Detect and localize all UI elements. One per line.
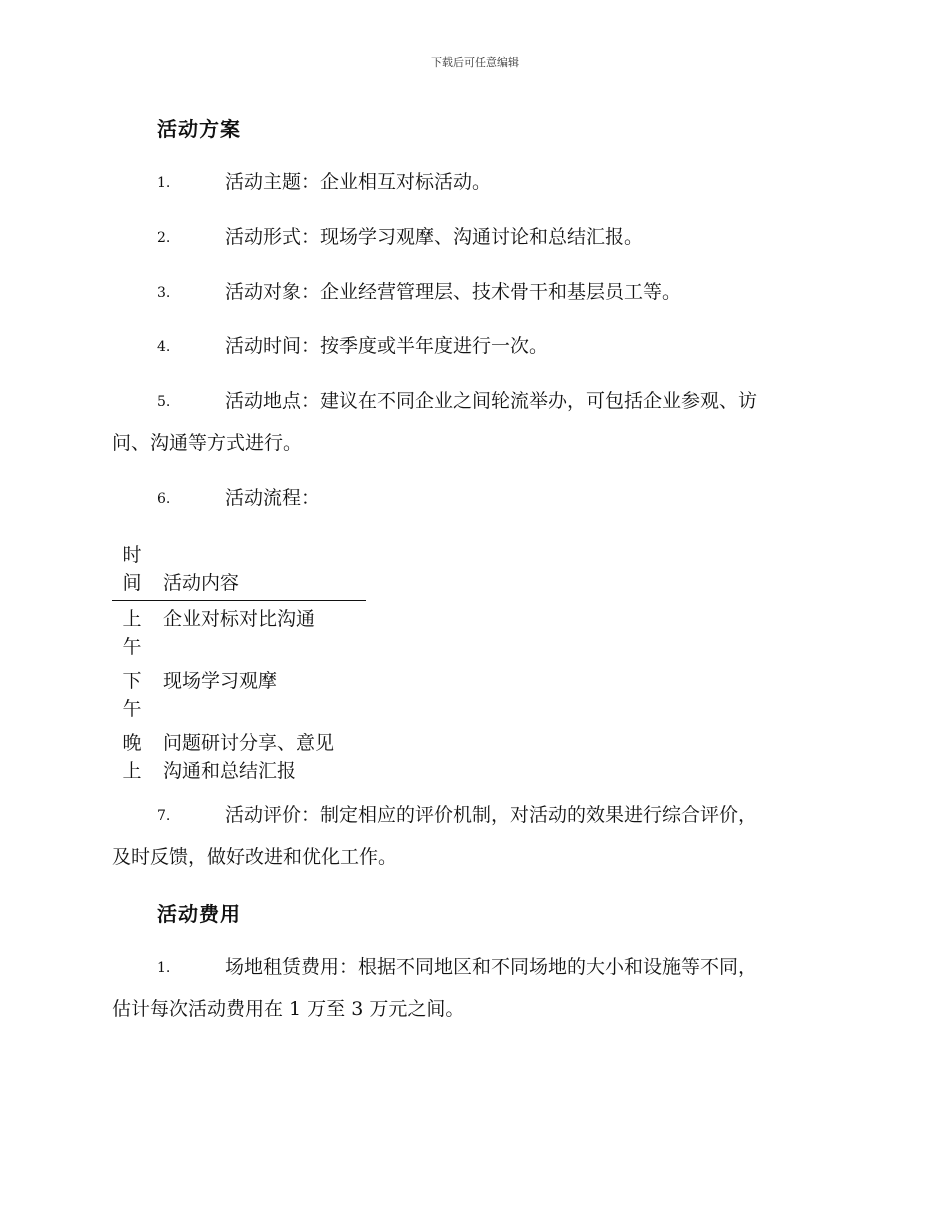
- table-cell-content: 现场学习观摩: [163, 670, 278, 692]
- list-text: 活动时间：按季度或半年度进行一次。: [225, 335, 549, 357]
- list-number: 3.: [157, 285, 171, 301]
- table-cell-time: 午: [122, 636, 142, 658]
- table-cell-content: 沟通和总结汇报: [163, 760, 297, 782]
- section-title-plan: 活动方案: [157, 117, 241, 141]
- list-text: 活动评价：制定相应的评价机制，对活动的效果进行综合评价，: [225, 804, 758, 826]
- table-header-rule: [112, 600, 366, 601]
- table-cell-time: 上: [122, 760, 142, 782]
- table-cell-time: 晚: [122, 732, 142, 754]
- page-header-note: 下载后可任意编辑: [431, 56, 519, 69]
- table-header-time: 时: [122, 544, 142, 566]
- list-number: 5.: [157, 394, 171, 410]
- list-item-7-continuation: 及时反馈，做好改进和优化工作。: [112, 846, 398, 868]
- cost-item-1-continuation: 估计每次活动费用在 1 万至 3 万元之间。: [112, 998, 465, 1020]
- section-title-cost: 活动费用: [157, 902, 241, 926]
- table-header-time: 间: [122, 572, 142, 594]
- list-text: 场地租赁费用：根据不同地区和不同场地的大小和设施等不同，: [225, 956, 758, 978]
- list-number: 4.: [157, 339, 171, 355]
- list-number: 1.: [157, 960, 171, 976]
- list-text: 活动主题：企业相互对标活动。: [225, 171, 492, 193]
- list-number: 7.: [157, 808, 171, 824]
- table-cell-time: 午: [122, 698, 142, 720]
- list-number: 6.: [157, 491, 171, 507]
- table-cell-content: 企业对标对比沟通: [163, 608, 316, 630]
- list-text: 活动形式：现场学习观摩、沟通讨论和总结汇报。: [225, 226, 644, 248]
- table-header-content: 活动内容: [163, 572, 240, 594]
- list-text: 活动流程：: [225, 487, 321, 509]
- list-item-5-continuation: 问、沟通等方式进行。: [112, 432, 303, 454]
- table-cell-content: 问题研讨分享、意见: [163, 732, 335, 754]
- list-text: 活动地点：建议在不同企业之间轮流举办，可包括企业参观、访: [225, 390, 758, 412]
- table-cell-time: 下: [122, 670, 142, 692]
- list-text: 活动对象：企业经营管理层、技术骨干和基层员工等。: [225, 281, 682, 303]
- list-number: 1.: [157, 175, 171, 191]
- table-cell-time: 上: [122, 608, 142, 630]
- list-number: 2.: [157, 230, 171, 246]
